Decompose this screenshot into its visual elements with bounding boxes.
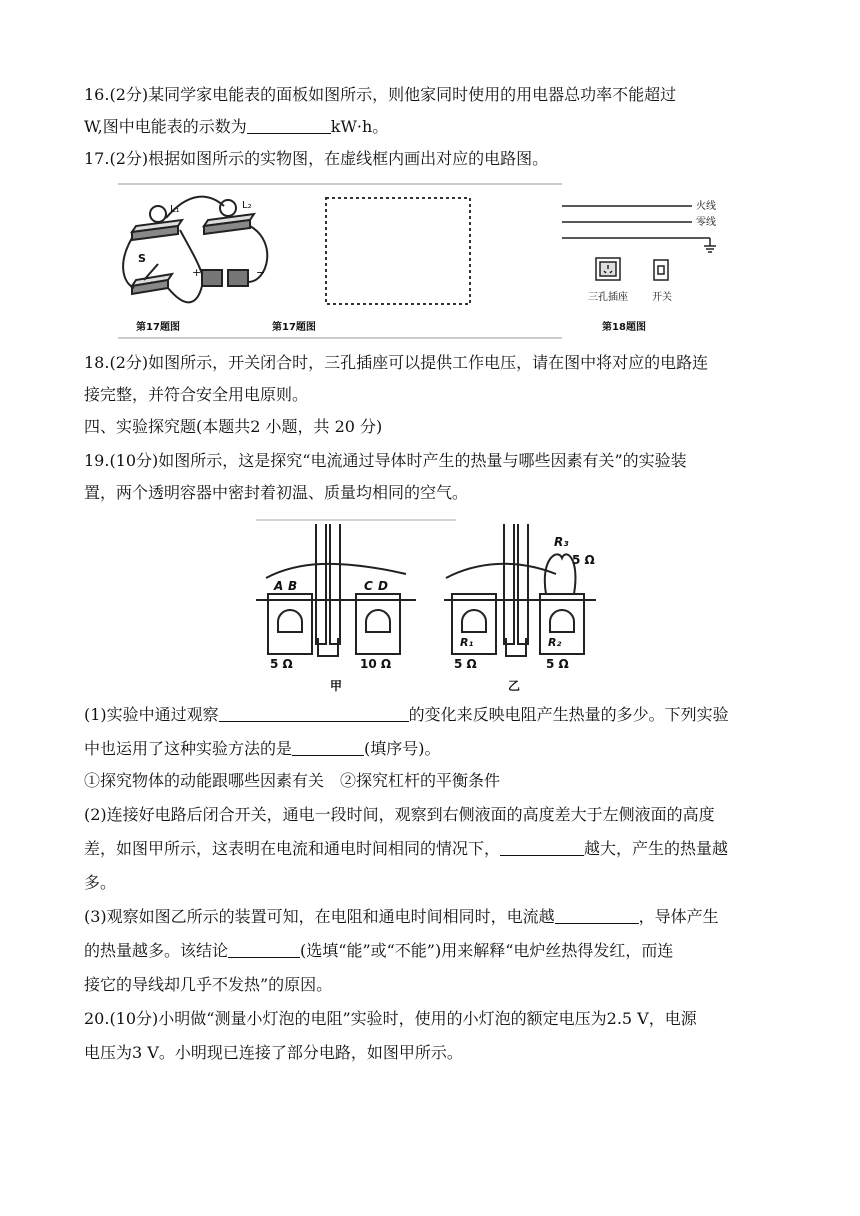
label-5-ohm-left: 5 Ω: [270, 657, 293, 671]
live-wire-label: 火线: [696, 201, 716, 212]
q19-p1-blank-1[interactable]: [219, 705, 409, 722]
q17-circuit-picture: [123, 197, 267, 303]
q19-p3-l2-prefix: 的热量越多。该结论: [84, 941, 229, 960]
label-r3: R₃: [554, 535, 569, 549]
q19-p3-l2-suffix: (选填“能”或“不能”)用来解释“电炉丝热得发红，而连: [300, 941, 674, 960]
q19-p1-l2-suffix: (填序号)。: [364, 739, 441, 758]
q16-answer-blank[interactable]: [247, 117, 331, 134]
neutral-wire-label: 零线: [696, 217, 716, 228]
label-r2-value: 5 Ω: [546, 657, 569, 671]
q19-p3-prefix: (3)观察如图乙所示的装置可知，在电阻和通电时间相同时，电流越: [84, 907, 555, 926]
switch-label: 开关: [652, 292, 672, 303]
q16-line2: [84, 116, 388, 138]
l2-label: L₂: [242, 200, 252, 211]
figure-18: [562, 182, 722, 342]
q19-p1-line1: [84, 704, 729, 726]
q20-line1: 20.(10分)小明做“测量小灯泡的电阻”实验时，使用的小灯泡的额定电压为2.5 V，电源: [84, 1009, 697, 1028]
minus-label: −: [256, 266, 266, 279]
q18-line2: 接完整，并符合安全用电原则。: [84, 385, 309, 404]
label-r2: R₂: [548, 636, 562, 649]
q19-p2-blank[interactable]: [500, 839, 584, 856]
q19-options: ①探究物体的动能跟哪些因素有关 ②探究杠杆的平衡条件: [84, 771, 501, 790]
label-r1-value: 5 Ω: [454, 657, 477, 671]
plus-label: +: [192, 266, 202, 279]
s-label: S: [138, 252, 146, 265]
figure-19: [256, 518, 606, 692]
q19-line2: 置，两个透明容器中密封着初温、质量均相同的空气。: [84, 483, 469, 502]
q19-line1: 19.(10分)如图所示，这是探究“电流通过导体时产生的热量与哪些因素有关”的实验装: [84, 451, 687, 470]
q19-p3-line3: 接它的导线却几乎不发热”的原因。: [84, 975, 333, 994]
label-yi: 乙: [508, 679, 521, 692]
q19-p3-suffix: ，导体产生: [638, 907, 719, 926]
q20-line2: 电压为3 V。小明现已连接了部分电路，如图甲所示。: [84, 1043, 463, 1062]
label-a: A: [274, 579, 284, 593]
q19-p1-blank-2[interactable]: [292, 739, 364, 756]
q19-p3-blank-1[interactable]: [555, 907, 639, 924]
q16-line1: 16.(2分)某同学家电能表的面板如图所示，则他家同时使用的用电器总功率不能超过: [84, 85, 677, 104]
q17-line1: 17.(2分)根据如图所示的实物图，在虚线框内画出对应的电路图。: [84, 149, 549, 168]
l1-label: L₁: [170, 204, 180, 215]
q19-p1-line2: [84, 738, 441, 760]
label-d: D: [378, 579, 388, 593]
q19-p3-blank-2[interactable]: [228, 941, 300, 958]
q17-drawing-box[interactable]: [326, 198, 470, 304]
label-r1: R₁: [460, 636, 474, 649]
label-b: B: [288, 579, 298, 593]
caption-18: 第18题图: [602, 322, 646, 333]
label-c: C: [364, 579, 373, 593]
q19-p1-prefix: (1)实验中通过观察: [84, 705, 219, 724]
label-jia: 甲: [330, 679, 343, 692]
q19-p2-suffix: 越大，产生的热量越: [584, 839, 729, 858]
caption-17: 第17题图: [136, 322, 180, 333]
q19-p1-suffix: 的变化来反映电阻产生热量的多少。下列实验: [408, 705, 729, 724]
socket-label: 三孔插座: [588, 292, 628, 303]
q19-p2-line2: [84, 838, 728, 860]
q18-line1: 18.(2分)如图所示，开关闭合时，三孔插座可以提供工作电压，请在图中将对应的电路连: [84, 353, 709, 372]
q19-p2-prefix: 差，如图甲所示，这表明在电流和通电时间相同的情况下，: [84, 839, 501, 858]
q19-p2-line1: (2)连接好电路后闭合开关，通电一段时间，观察到右侧液面的高度差大于左侧液面的高度: [84, 805, 715, 824]
q19-p3-line1: [84, 906, 719, 928]
q16-line2-suffix: kW·h。: [330, 117, 389, 136]
label-r3-value: 5 Ω: [572, 553, 595, 567]
q19-p2-line3: 多。: [84, 873, 117, 892]
section-4-heading: 四、实验探究题(本题共2 小题，共 20 分): [84, 417, 383, 436]
label-10-ohm: 10 Ω: [360, 657, 392, 671]
q16-line2-prefix: W,图中电能表的示数为: [84, 117, 247, 136]
caption-17-text: 第17题图: [272, 322, 316, 333]
q19-p3-line2: [84, 940, 673, 962]
figure-17-18: [118, 182, 562, 342]
q19-p1-l2-prefix: 中也运用了这种实验方法的是: [84, 739, 293, 758]
